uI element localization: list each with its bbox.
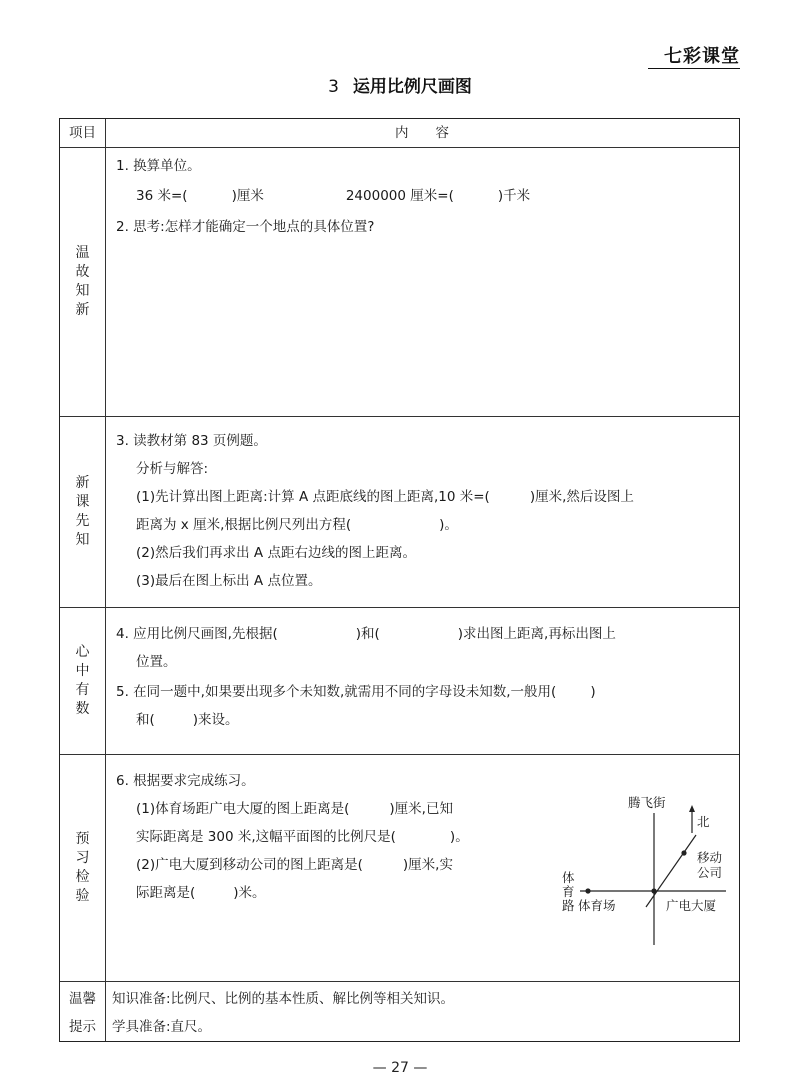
lesson-title bbox=[0, 72, 800, 97]
tips-label-top: 温馨 bbox=[69, 991, 96, 1007]
stadium-label: 体育场 bbox=[578, 898, 616, 913]
question-6-1-cont: 实际距离是 300 米,这幅平面图的比例尺是( )。 bbox=[136, 829, 469, 845]
tiyu-road-label: 体 育 路 bbox=[562, 870, 575, 913]
question-4-cont: 位置。 bbox=[136, 654, 177, 670]
question-4: 4. 应用比例尺画图,先根据( )和( )求出图上距离,再标出图上 bbox=[116, 626, 616, 642]
north-label: 北 bbox=[697, 814, 710, 829]
row-divider bbox=[60, 981, 739, 982]
analysis-step-2: (2)然后我们再求出 A 点距右边线的图上距离。 bbox=[136, 545, 416, 561]
header-project: 项目 bbox=[69, 125, 96, 141]
mobile-company-label: 移动 公司 bbox=[697, 850, 723, 880]
lesson-number: 3 bbox=[328, 77, 339, 97]
question-1-items: 36 米=( )厘米 2400000 厘米=( )千米 bbox=[136, 188, 531, 204]
column-divider bbox=[105, 119, 106, 1041]
question-5: 5. 在同一题中,如果要出现多个未知数,就需用不同的字母设未知数,一般用( ) bbox=[116, 684, 596, 700]
tips-label-bottom: 提示 bbox=[69, 1019, 96, 1035]
section-review-content bbox=[116, 148, 731, 416]
north-arrow-head bbox=[689, 805, 695, 812]
section-label-know: 心 中 有 数 bbox=[75, 644, 90, 717]
tools-prep: 学具准备:直尺。 bbox=[112, 1019, 212, 1035]
lesson-title-text: 运用比例尺画图 bbox=[352, 77, 472, 97]
question-3: 3. 读教材第 83 页例题。 bbox=[116, 433, 267, 449]
question-6-2: (2)广电大厦到移动公司的图上距离是( )厘米,实 bbox=[136, 857, 453, 873]
tower-point bbox=[651, 888, 656, 893]
analysis-heading: 分析与解答: bbox=[136, 461, 209, 477]
question-6: 6. 根据要求完成练习。 bbox=[116, 773, 255, 789]
header-content: 内 容 bbox=[395, 125, 449, 141]
page-number: — 27 — bbox=[372, 1060, 428, 1076]
question-5-cont: 和( )来设。 bbox=[136, 712, 239, 728]
question-6-2-cont: 际距离是( )米。 bbox=[136, 885, 266, 901]
street-label: 腾飞街 bbox=[628, 795, 666, 810]
question-6-1: (1)体育场距广电大厦的图上距离是( )厘米,已知 bbox=[136, 801, 453, 817]
analysis-step-1: (1)先计算出图上距离:计算 A 点距底线的图上距离,10 米=( )厘米,然后设图上 bbox=[136, 489, 634, 505]
brand-logo: 七彩课堂 bbox=[664, 46, 740, 67]
analysis-step-3: (3)最后在图上标出 A 点位置。 bbox=[136, 573, 322, 589]
question-1: 1. 换算单位。 bbox=[116, 158, 201, 174]
section-label-new-lesson: 新 课 先 知 bbox=[75, 475, 90, 548]
preview-sheet-table bbox=[59, 118, 740, 1042]
analysis-step-1-cont: 距离为 x 厘米,根据比例尺列出方程( )。 bbox=[136, 517, 458, 533]
section-label-check: 预 习 检 验 bbox=[75, 831, 90, 904]
stadium-point bbox=[585, 888, 590, 893]
section-new-lesson-content bbox=[116, 417, 731, 607]
section-know-content bbox=[116, 608, 731, 754]
brand-underline bbox=[648, 68, 740, 69]
section-label-review: 温 故 知 新 bbox=[75, 245, 90, 318]
knowledge-prep: 知识准备:比例尺、比例的基本性质、解比例等相关知识。 bbox=[112, 991, 455, 1007]
question-2: 2. 思考:怎样才能确定一个地点的具体位置? bbox=[116, 219, 375, 235]
mobile-point bbox=[681, 850, 686, 855]
tower-label: 广电大厦 bbox=[666, 898, 717, 913]
